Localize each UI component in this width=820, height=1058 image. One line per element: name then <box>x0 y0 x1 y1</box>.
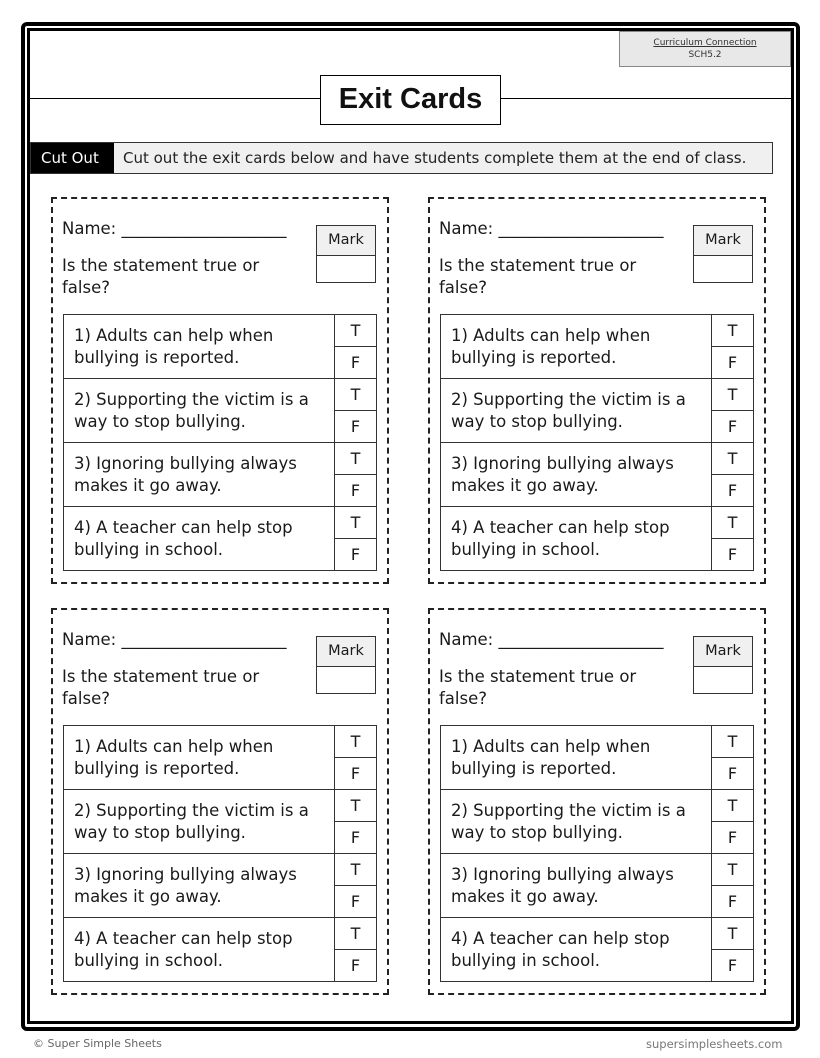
mark-box <box>316 225 376 283</box>
false-option[interactable]: F <box>335 886 377 918</box>
mark-field[interactable] <box>694 667 752 693</box>
true-option[interactable]: T <box>335 507 377 539</box>
mark-label: Mark <box>694 226 752 256</box>
statement-row <box>64 379 377 411</box>
statement-text: 1) Adults can help when bullying is reported. <box>64 726 335 790</box>
statement-text: 2) Supporting the victim is a way to stop bullying. <box>441 790 712 854</box>
false-option[interactable]: F <box>335 475 377 507</box>
false-option[interactable]: F <box>335 539 377 571</box>
false-option[interactable]: F <box>335 822 377 854</box>
false-option[interactable]: F <box>712 411 754 443</box>
true-option[interactable]: T <box>712 726 754 758</box>
statements-table <box>63 314 377 571</box>
curriculum-label[interactable]: Curriculum Connection <box>653 38 757 48</box>
exit-card-4 <box>428 608 766 995</box>
true-option[interactable]: T <box>335 918 377 950</box>
true-option[interactable]: T <box>335 854 377 886</box>
false-option[interactable]: F <box>335 411 377 443</box>
statement-row <box>64 726 377 758</box>
footer-website[interactable]: supersimplesheets.com <box>646 1037 783 1051</box>
true-option[interactable]: T <box>335 443 377 475</box>
false-option[interactable]: F <box>712 475 754 507</box>
statement-text: 3) Ignoring bullying always makes it go away. <box>64 854 335 918</box>
question-prompt: Is the statement true or false? <box>62 256 260 297</box>
true-option[interactable]: T <box>712 315 754 347</box>
statement-row <box>441 854 754 886</box>
question-prompt: Is the statement true or false? <box>439 667 637 708</box>
statement-row <box>441 507 754 539</box>
statement-row <box>441 726 754 758</box>
statement-text: 3) Ignoring bullying always makes it go away. <box>441 854 712 918</box>
mark-field[interactable] <box>317 256 375 282</box>
true-option[interactable]: T <box>712 443 754 475</box>
statement-text: 2) Supporting the victim is a way to stop bullying. <box>64 790 335 854</box>
statements-table <box>440 314 754 571</box>
true-option[interactable]: T <box>712 507 754 539</box>
false-option[interactable]: F <box>712 539 754 571</box>
curriculum-connection <box>619 31 791 67</box>
curriculum-code: SCH5.2 <box>688 50 722 60</box>
name-field[interactable]: Name: ____________________ <box>62 630 287 649</box>
name-field[interactable]: Name: ____________________ <box>439 630 664 649</box>
mark-label: Mark <box>694 637 752 667</box>
statement-text: 1) Adults can help when bullying is reported. <box>441 726 712 790</box>
true-option[interactable]: T <box>712 790 754 822</box>
name-field[interactable]: Name: ____________________ <box>439 219 664 238</box>
statement-text: 3) Ignoring bullying always makes it go away. <box>441 443 712 507</box>
mark-box <box>693 636 753 694</box>
statement-row <box>441 918 754 950</box>
false-option[interactable]: F <box>712 822 754 854</box>
statement-text: 4) A teacher can help stop bullying in school. <box>441 507 712 571</box>
mark-field[interactable] <box>317 667 375 693</box>
false-option[interactable]: F <box>335 950 377 982</box>
true-option[interactable]: T <box>335 790 377 822</box>
mark-box <box>693 225 753 283</box>
footer-copyright: © Super Simple Sheets <box>33 1037 162 1050</box>
statement-text: 4) A teacher can help stop bullying in school. <box>64 918 335 982</box>
statement-text: 4) A teacher can help stop bullying in school. <box>64 507 335 571</box>
statement-text: 2) Supporting the victim is a way to stop bullying. <box>441 379 712 443</box>
statement-row <box>64 854 377 886</box>
statement-row <box>64 443 377 475</box>
statement-row <box>441 315 754 347</box>
exit-card-1 <box>51 197 389 584</box>
false-option[interactable]: F <box>712 950 754 982</box>
mark-field[interactable] <box>694 256 752 282</box>
question-prompt: Is the statement true or false? <box>62 667 260 708</box>
instructions-text: Cut out the exit cards below and have students complete them at the end of class. <box>123 149 747 167</box>
statement-text: 4) A teacher can help stop bullying in school. <box>441 918 712 982</box>
statement-row <box>64 790 377 822</box>
statement-text: 3) Ignoring bullying always makes it go away. <box>64 443 335 507</box>
mark-box <box>316 636 376 694</box>
statement-row <box>64 918 377 950</box>
statements-table <box>63 725 377 982</box>
statement-row <box>64 315 377 347</box>
mark-label: Mark <box>317 226 375 256</box>
false-option[interactable]: F <box>712 758 754 790</box>
false-option[interactable]: F <box>335 758 377 790</box>
exit-card-2 <box>428 197 766 584</box>
statement-text: 1) Adults can help when bullying is reported. <box>441 315 712 379</box>
true-option[interactable]: T <box>712 854 754 886</box>
true-option[interactable]: T <box>335 379 377 411</box>
statement-row <box>441 379 754 411</box>
question-prompt: Is the statement true or false? <box>439 256 637 297</box>
exit-card-3 <box>51 608 389 995</box>
name-field[interactable]: Name: ____________________ <box>62 219 287 238</box>
mark-label: Mark <box>317 637 375 667</box>
statement-text: 2) Supporting the victim is a way to stop bullying. <box>64 379 335 443</box>
statements-table <box>440 725 754 982</box>
statement-row <box>64 507 377 539</box>
page-title: Exit Cards <box>320 75 501 125</box>
false-option[interactable]: F <box>335 347 377 379</box>
true-option[interactable]: T <box>712 379 754 411</box>
statement-row <box>441 443 754 475</box>
statement-text: 1) Adults can help when bullying is reported. <box>64 315 335 379</box>
statement-row <box>441 790 754 822</box>
false-option[interactable]: F <box>712 886 754 918</box>
true-option[interactable]: T <box>335 315 377 347</box>
true-option[interactable]: T <box>712 918 754 950</box>
true-option[interactable]: T <box>335 726 377 758</box>
instructions-bar <box>30 142 773 174</box>
cut-out-label: Cut Out <box>31 143 114 173</box>
false-option[interactable]: F <box>712 347 754 379</box>
